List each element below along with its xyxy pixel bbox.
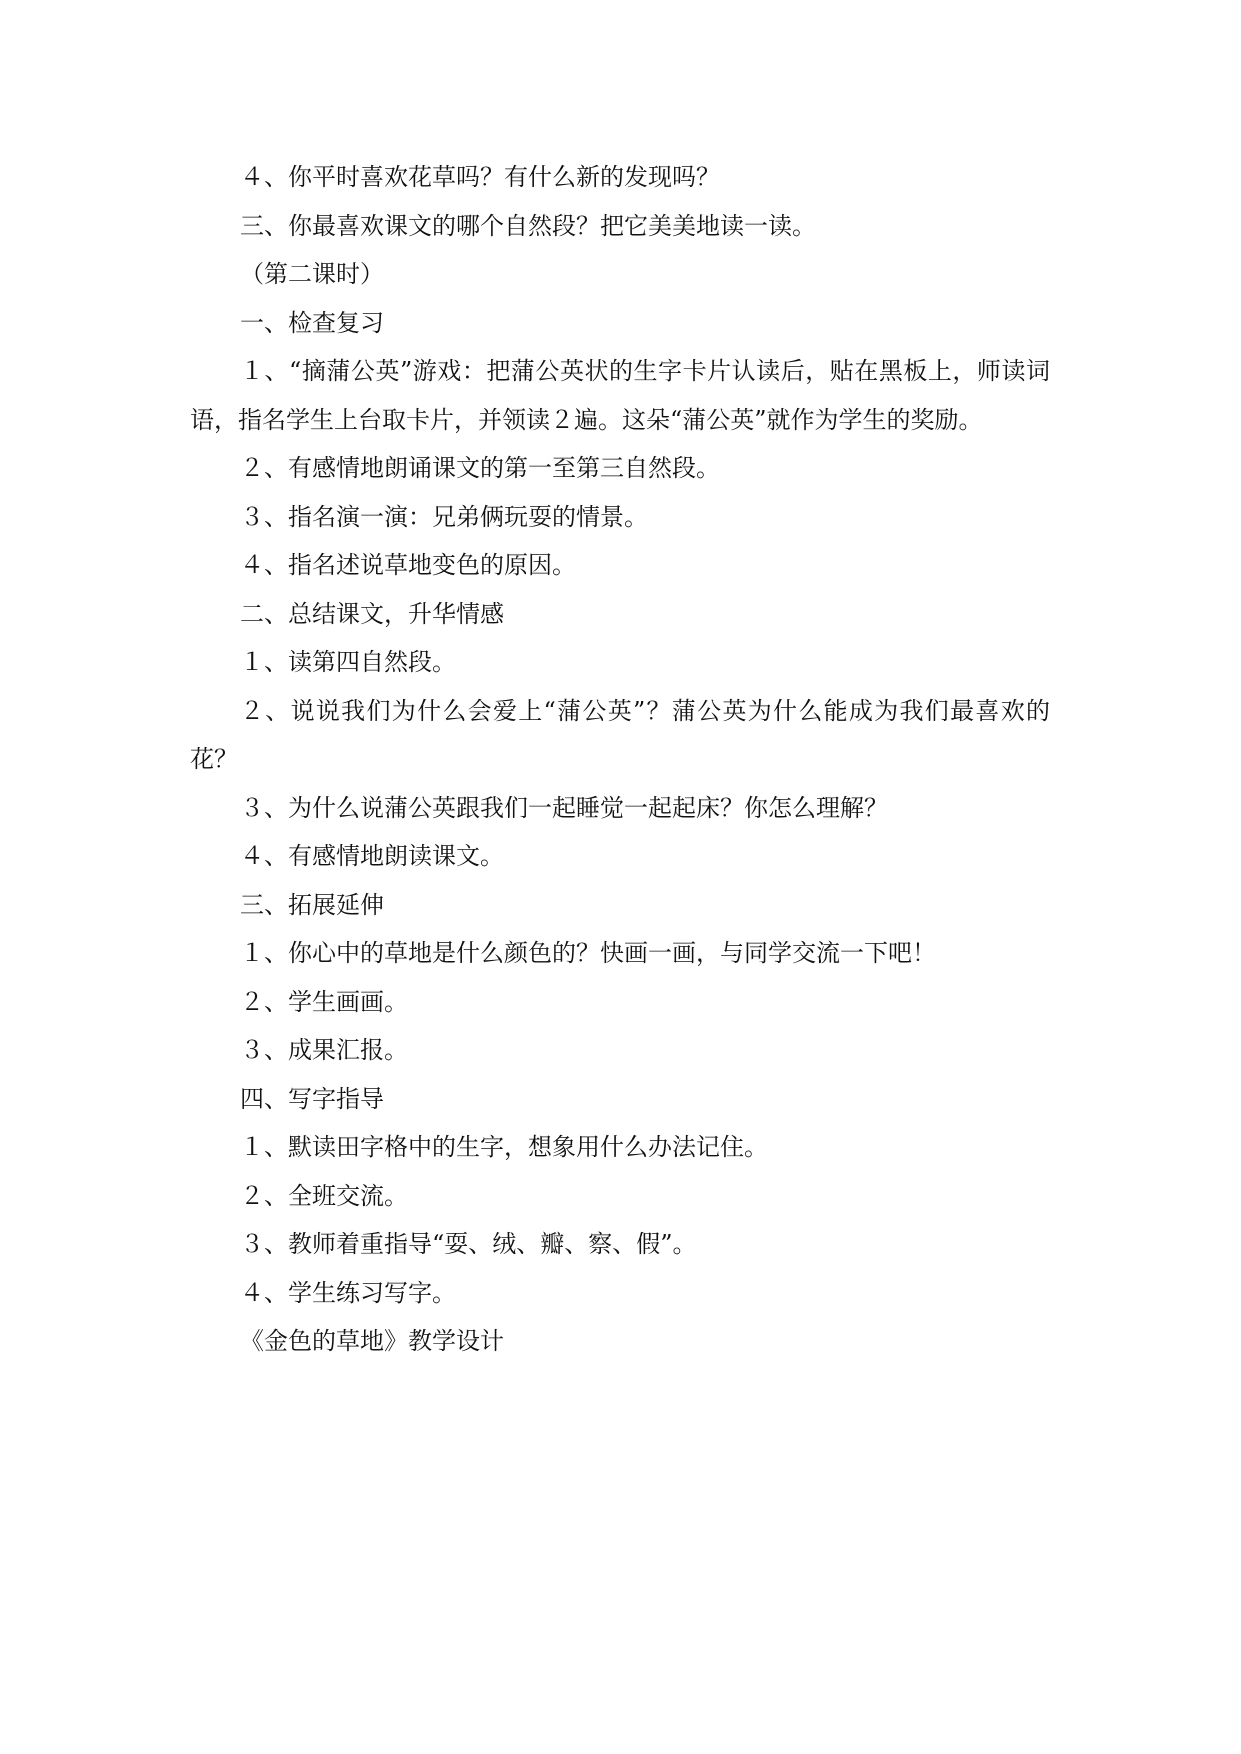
paragraph: ２、学生画画。 bbox=[240, 987, 408, 1016]
section-heading: 二、总结课文，升华情感 bbox=[240, 599, 504, 628]
paragraph: ２、全班交流。 bbox=[240, 1181, 408, 1210]
paragraph: ２、有感情地朗诵课文的第一至第三自然段。 bbox=[240, 454, 720, 482]
paragraph: ３、指名演一演：兄弟俩玩耍的情景。 bbox=[240, 502, 648, 531]
paragraph: １、你心中的草地是什么颜色的？快画一画，与同学交流一下吧！ bbox=[240, 939, 936, 967]
paragraph: ３、成果汇报。 bbox=[240, 1036, 408, 1064]
paragraph: ４、指名述说草地变色的原因。 bbox=[240, 551, 576, 579]
document-body bbox=[190, 153, 1050, 1366]
paragraph: ３、教师着重指导“耍、绒、瓣、察、假”。 bbox=[240, 1230, 697, 1258]
paragraph: １、读第四自然段。 bbox=[240, 648, 456, 676]
paragraph: １、“摘蒲公英”游戏：把蒲公英状的生字卡片认读后，贴在黑板上，师读词语，指名学生上台取卡片，并领读２遍。这朵“蒲公英”就作为学生的奖励。 bbox=[190, 357, 1050, 434]
section-heading: 一、检查复习 bbox=[240, 308, 384, 337]
paragraph: ２、说说我们为什么会爱上“蒲公英”？蒲公英为什么能成为我们最喜欢的花？ bbox=[190, 696, 1050, 773]
paragraph: ４、学生练习写字。 bbox=[240, 1278, 456, 1307]
section-heading: 四、写字指导 bbox=[240, 1084, 384, 1113]
paragraph: ４、有感情地朗读课文。 bbox=[240, 842, 504, 870]
paragraph: （第二课时） bbox=[240, 260, 384, 288]
paragraph: １、默读田字格中的生字，想象用什么办法记住。 bbox=[240, 1133, 768, 1161]
paragraph: ３、为什么说蒲公英跟我们一起睡觉一起起床？你怎么理解？ bbox=[240, 793, 888, 822]
section-heading: 三、拓展延伸 bbox=[240, 890, 384, 919]
paragraph: ４、你平时喜欢花草吗？有什么新的发现吗？ bbox=[240, 163, 720, 191]
paragraph: 三、你最喜欢课文的哪个自然段？把它美美地读一读。 bbox=[240, 211, 816, 240]
document-title-footer: 《金色的草地》教学设计 bbox=[240, 1327, 504, 1355]
